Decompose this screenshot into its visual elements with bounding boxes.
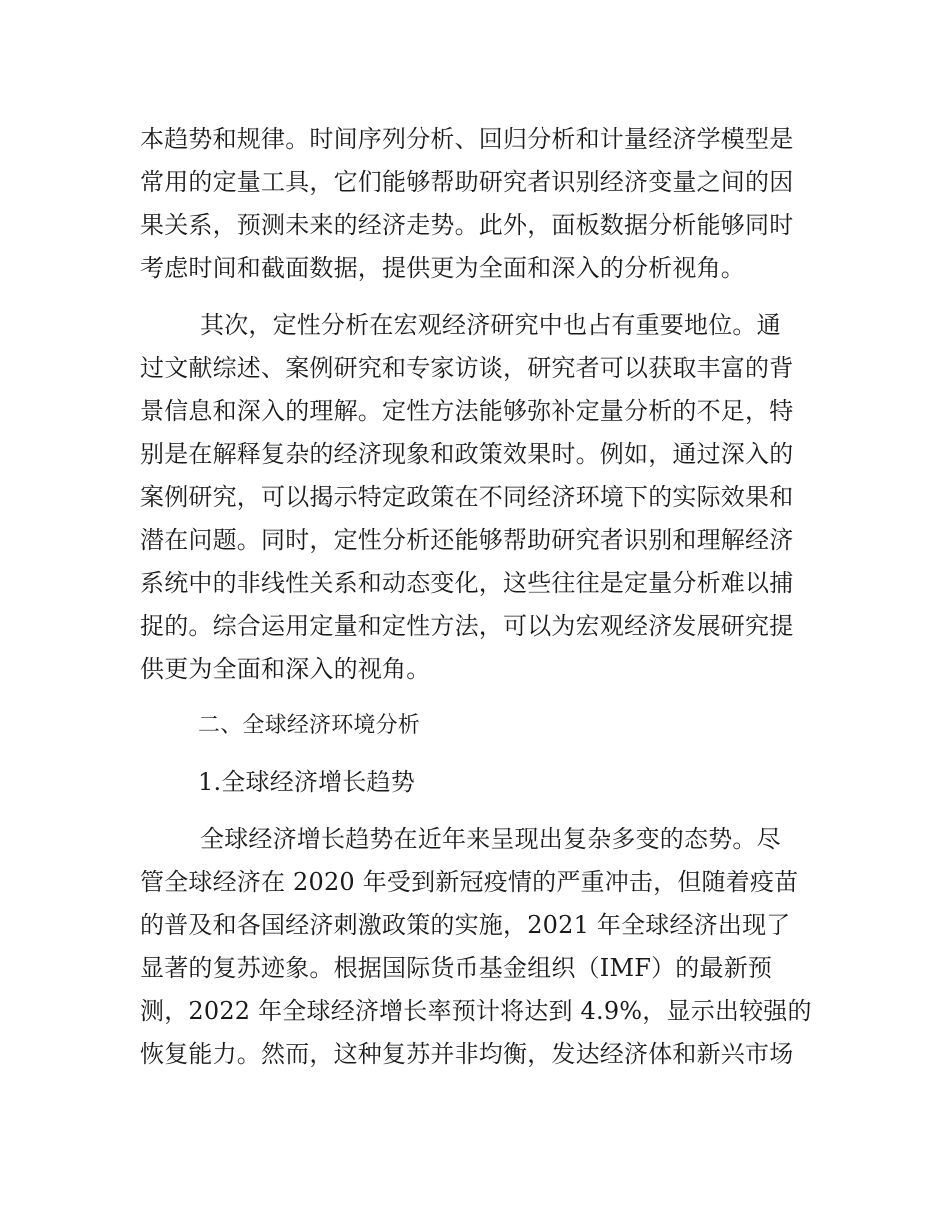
- subsection-heading: 1.全球经济增长趋势: [198, 768, 415, 796]
- paragraph-1-line-1: 本趋势和规律。时间序列分析、回归分析和计量经济学模型是: [140, 125, 794, 153]
- paragraph-2-line-7: 系统中的非线性关系和动态变化，这些往往是定量分析难以捕: [140, 569, 794, 597]
- paragraph-1-line-4: 考虑时间和截面数据，提供更为全面和深入的分析视角。: [140, 254, 745, 282]
- paragraph-3-line-6: 恢复能力。然而，这种复苏并非均衡，发达经济体和新兴市场: [140, 1040, 794, 1068]
- paragraph-2-line-6: 潜在问题。同时，定性分析还能够帮助研究者识别和理解经济: [140, 526, 794, 554]
- paragraph-3-line-3: 的普及和各国经济刺激政策的实施，2021 年全球经济出现了: [140, 911, 791, 939]
- paragraph-2-line-8: 捉的。综合运用定量和定性方法，可以为宏观经济发展研究提: [140, 612, 794, 640]
- paragraph-2-line-2: 过文献综述、案例研究和专家访谈，研究者可以获取丰富的背: [140, 354, 794, 382]
- paragraph-2-line-3: 景信息和深入的理解。定性方法能够弥补定量分析的不足，特: [140, 397, 794, 425]
- paragraph-2-line-4: 别是在解释复杂的经济现象和政策效果时。例如，通过深入的: [140, 440, 794, 468]
- paragraph-2-line-1: 其次，定性分析在宏观经济研究中也占有重要地位。通: [200, 311, 781, 339]
- paragraph-3-line-4: 显著的复苏迹象。根据国际货币基金组织（IMF）的最新预: [140, 954, 773, 982]
- paragraph-3-line-2: 管全球经济在 2020 年受到新冠疫情的严重冲击，但随着疫苗: [140, 868, 799, 896]
- paragraph-1-line-2: 常用的定量工具，它们能够帮助研究者识别经济变量之间的因: [140, 168, 794, 196]
- section-heading: 二、全球经济环境分析: [198, 713, 421, 738]
- paragraph-2-line-5: 案例研究，可以揭示特定政策在不同经济环境下的实际效果和: [140, 483, 794, 511]
- paragraph-3-line-1: 全球经济增长趋势在近年来呈现出复杂多变的态势。尽: [200, 825, 781, 853]
- paragraph-3-line-5: 测，2022 年全球经济增长率预计将达到 4.9%，显示出较强的: [140, 997, 812, 1025]
- paragraph-1-line-3: 果关系，预测未来的经济走势。此外，面板数据分析能够同时: [140, 211, 794, 239]
- paragraph-2-line-9: 供更为全面和深入的视角。: [140, 655, 431, 683]
